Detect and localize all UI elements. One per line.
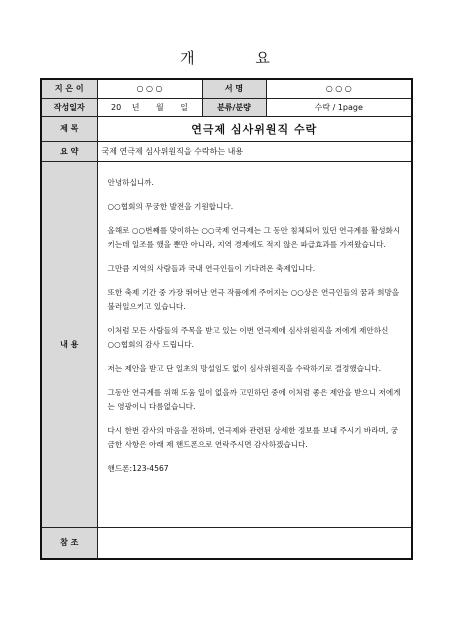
- signature-value[interactable]: ○ ○ ○: [266, 79, 412, 98]
- subject-value[interactable]: 연극제 심사위원직 수락: [97, 116, 412, 141]
- date-value[interactable]: [97, 98, 202, 116]
- content-label: 내 용: [41, 161, 97, 527]
- content-paragraph: 올해로 ○○번째를 맞이하는 ○○국제 연극제는 그 동안 침체되어 있던 연극계를 활성화시키는데 일조를 했을 뿐만 아니라, 지역 경제에도 적지 않은 파급효과를 가져왔습니다.: [107, 225, 401, 249]
- reference-value[interactable]: [97, 527, 412, 559]
- content-paragraph: 다시 한번 감사의 마음을 전하며, 연극제와 관련된 상세한 정보를 보내 주시기 바라며, 궁금한 사항은 아래 제 핸드폰으로 연락주시면 감사하겠습니다.: [107, 425, 399, 449]
- signature-label: 서 명: [202, 79, 266, 98]
- subject-label: 제 목: [41, 116, 97, 141]
- reference-row: [41, 527, 412, 559]
- overview-form-table: [40, 78, 413, 560]
- content-paragraph: 그만큼 지역의 사람들과 국내 연극인들이 기다려온 축제입니다.: [107, 263, 316, 273]
- content-paragraph: 안녕하십니까.: [107, 177, 154, 187]
- document-title: 개 요: [180, 49, 298, 67]
- summary-row: [41, 141, 412, 161]
- reference-label: 참 조: [41, 527, 97, 559]
- date-month-unit: 월: [156, 102, 164, 112]
- category-value[interactable]: 수락 / 1page: [266, 98, 412, 116]
- category-label: 분류/분량: [202, 98, 266, 116]
- date-day-unit: 일: [180, 102, 189, 112]
- date-year: 20: [110, 102, 122, 112]
- content-body[interactable]: [97, 161, 412, 527]
- content-paragraph: 이처럼 모든 사람들의 주목을 받고 있는 이번 연극제에 심사위원직을 저에게 제안하신 ○○협회의 감사 드립니다.: [107, 325, 389, 349]
- content-paragraph: 저는 제안을 받고 단 일초의 망설임도 없이 심사위원직을 수락하기로 결정했습니다.: [107, 363, 382, 373]
- date-row: [41, 98, 412, 116]
- content-paragraph: 그동안 연극계를 위해 도움 일이 없을까 고민하던 중에 이처럼 좋은 제안을 받으니 저에게는 영광이니 다름없습니다.: [107, 387, 401, 411]
- content-row: [41, 161, 412, 527]
- writer-value[interactable]: ○ ○ ○: [97, 79, 202, 98]
- writer-row: [41, 79, 412, 98]
- date-label: 작성일자: [41, 98, 97, 116]
- subject-row: [41, 116, 412, 141]
- content-paragraph: 또한 축제 기간 중 가장 뛰어난 연극 작품에게 주어지는 ○○상은 연극인들의 꿈과 희망을 불러일으키고 있습니다.: [107, 287, 400, 311]
- phone-number: 핸드폰:123-4567: [107, 463, 169, 473]
- content-paragraph: ○○협회의 무궁한 발전을 기원합니다.: [107, 201, 234, 211]
- summary-label: 요 약: [41, 141, 97, 161]
- date-year-unit: 년: [131, 102, 140, 112]
- writer-label: 지 은 이: [41, 79, 97, 98]
- summary-value[interactable]: 국제 연극제 심사위원직을 수락하는 내용: [97, 141, 412, 161]
